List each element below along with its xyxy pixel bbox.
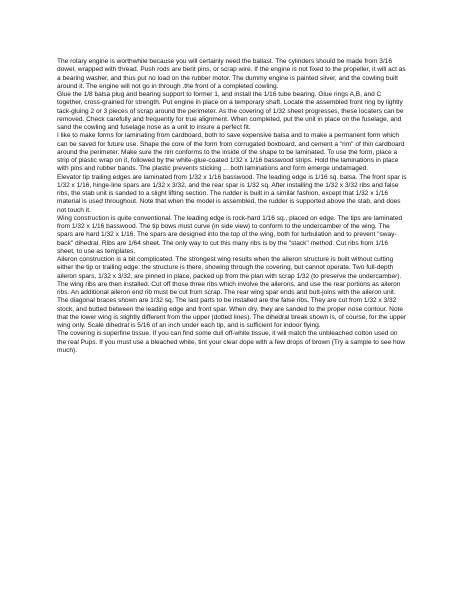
paragraph-cowling-assembly: Glue the 1/8 balsa plug and bearing support to former 1, and install the 1/16 tube bearing. Glue rings A,B, and C together, cross-grained for strength. Put engine in place on a temporary shaft. Locate the assembled front ring by lightly tack-gluing 2 or 3 pieces of scrap around the perimeter. As the covering of 1/32 sheet progresses, these locaters can be removed. Check carefully and frequently for true alignment. When completed, put the unit in place on the fuselage, and sand the cowling and fuselage nose as a unit to insure a perfect fit. (57, 91, 404, 131)
paragraph-rotary-engine: The rotary engine is worthwhile because you will certainly need the ballast. The cylinders should be made from 3/16 dowel, wrapped with thread. Push rods are bent pins, or scrap wire. If the engine is not fixed to the propeller, it will act as a bearing washer, and thus put no load on the rubber motor. The dummy engine is painted silver, and the cowling built around it. The engine will not go in through .the front of a completed cowling. (57, 58, 406, 90)
document-page (57, 58, 407, 355)
paragraph-covering: The covering is superfine tissue. If you can find some dull off-white tissue, it will match the unbleached cotton used on the real Pups. If you must use a bleached white, tint your clear dope with a few drops of brown (Try a sample to see how much). (57, 330, 406, 354)
paragraph-laminating-forms: I like to make forms for laminating from cardboard, both to save expensive balsa and to make a permanent form which can be saved for future use. Shape the core of the form from corrugated boxboard, and cement a "rim" of thin cardboard around the perimeter. Make sure the rim conforms to the inside of the shape to be laminated. To use the form, place a strip of plastic wrap on it, followed by the white-glue-coated 1/32 x 1/16 basswood strips. Hold the laminations in place with pins and rubber bands. The plastic prevents sticking ... both laminations and form emerge undamaged. (57, 132, 405, 173)
paragraph-elevator-rudder: Elevator tip trailing edges are laminated from 1/32 x 1/16 basswood. The leading edge is 1/16 sq. balsa. The front spar is 1/32 x 1/16, hinge-line spars are 1/32 x 3/32, and the rear spar is 1/32 sq. After installing the 1/32 x 3/32 ribs and false ribs, the stab unit is sanded to a slight lifting section. The rudder is built in a similar fashion, except that 1/32 x 1/16 material is used throughout. Note that when the model is assembled, the rudder is supported above the stab, and does not touch it. (57, 173, 407, 214)
paragraph-wing-construction: Wing construction is quite conventional. The leading edge is rock-hard 1/16 sq., placed on edge. The tips are laminated from 1/32 x 1/16 basswood. The tip bows must curve (in side view) to conform to the undercamber of the wing. The spars are hard 1/32 x 1/16. The spars are designed into the top of the wing, both for turbulation and to prevent "sway-back" dihedral. Ribs are 1/64 sheet. The only way to cut this many ribs is by the "stack" method. Cut ribs from 1/16 sheet, to use as templates. (57, 214, 403, 255)
paragraph-aileron-construction: Aileron construction is a bit complicated. The strongest wing results when the aileron structure is built without cutting either the tip or trailing edge: the structure is there, showing through the covering, but cannot operate. Two full-depth aileron spars, 1/32 x 3/32, are pinned in place, packed up from the plan with scrap 1/32 (to preserve the undercamber). The wing ribs are then installed. Cut off those three ribs which involve the ailerons, and use the rear portions as aileron ribs. An additional aileron end rib must be cut from scrap. The rear wing spar ends and butt-joins with the aileron unit. The diagonal braces shown are 1/32 sq. The last parts to be installed are the false ribs. They are cut from 1/32 x 3/32 stock, and butted between the leading edge and front spar. When dry, they are sanded to the proper nose contour. Note that the lower wing is slightly different from the upper (dotted lines). The dihedral break shown is, of course, for the upper wing only. Scale dihedral is 5/16 of an inch under each tip, and is sufficient for indoor flying. (57, 256, 407, 329)
